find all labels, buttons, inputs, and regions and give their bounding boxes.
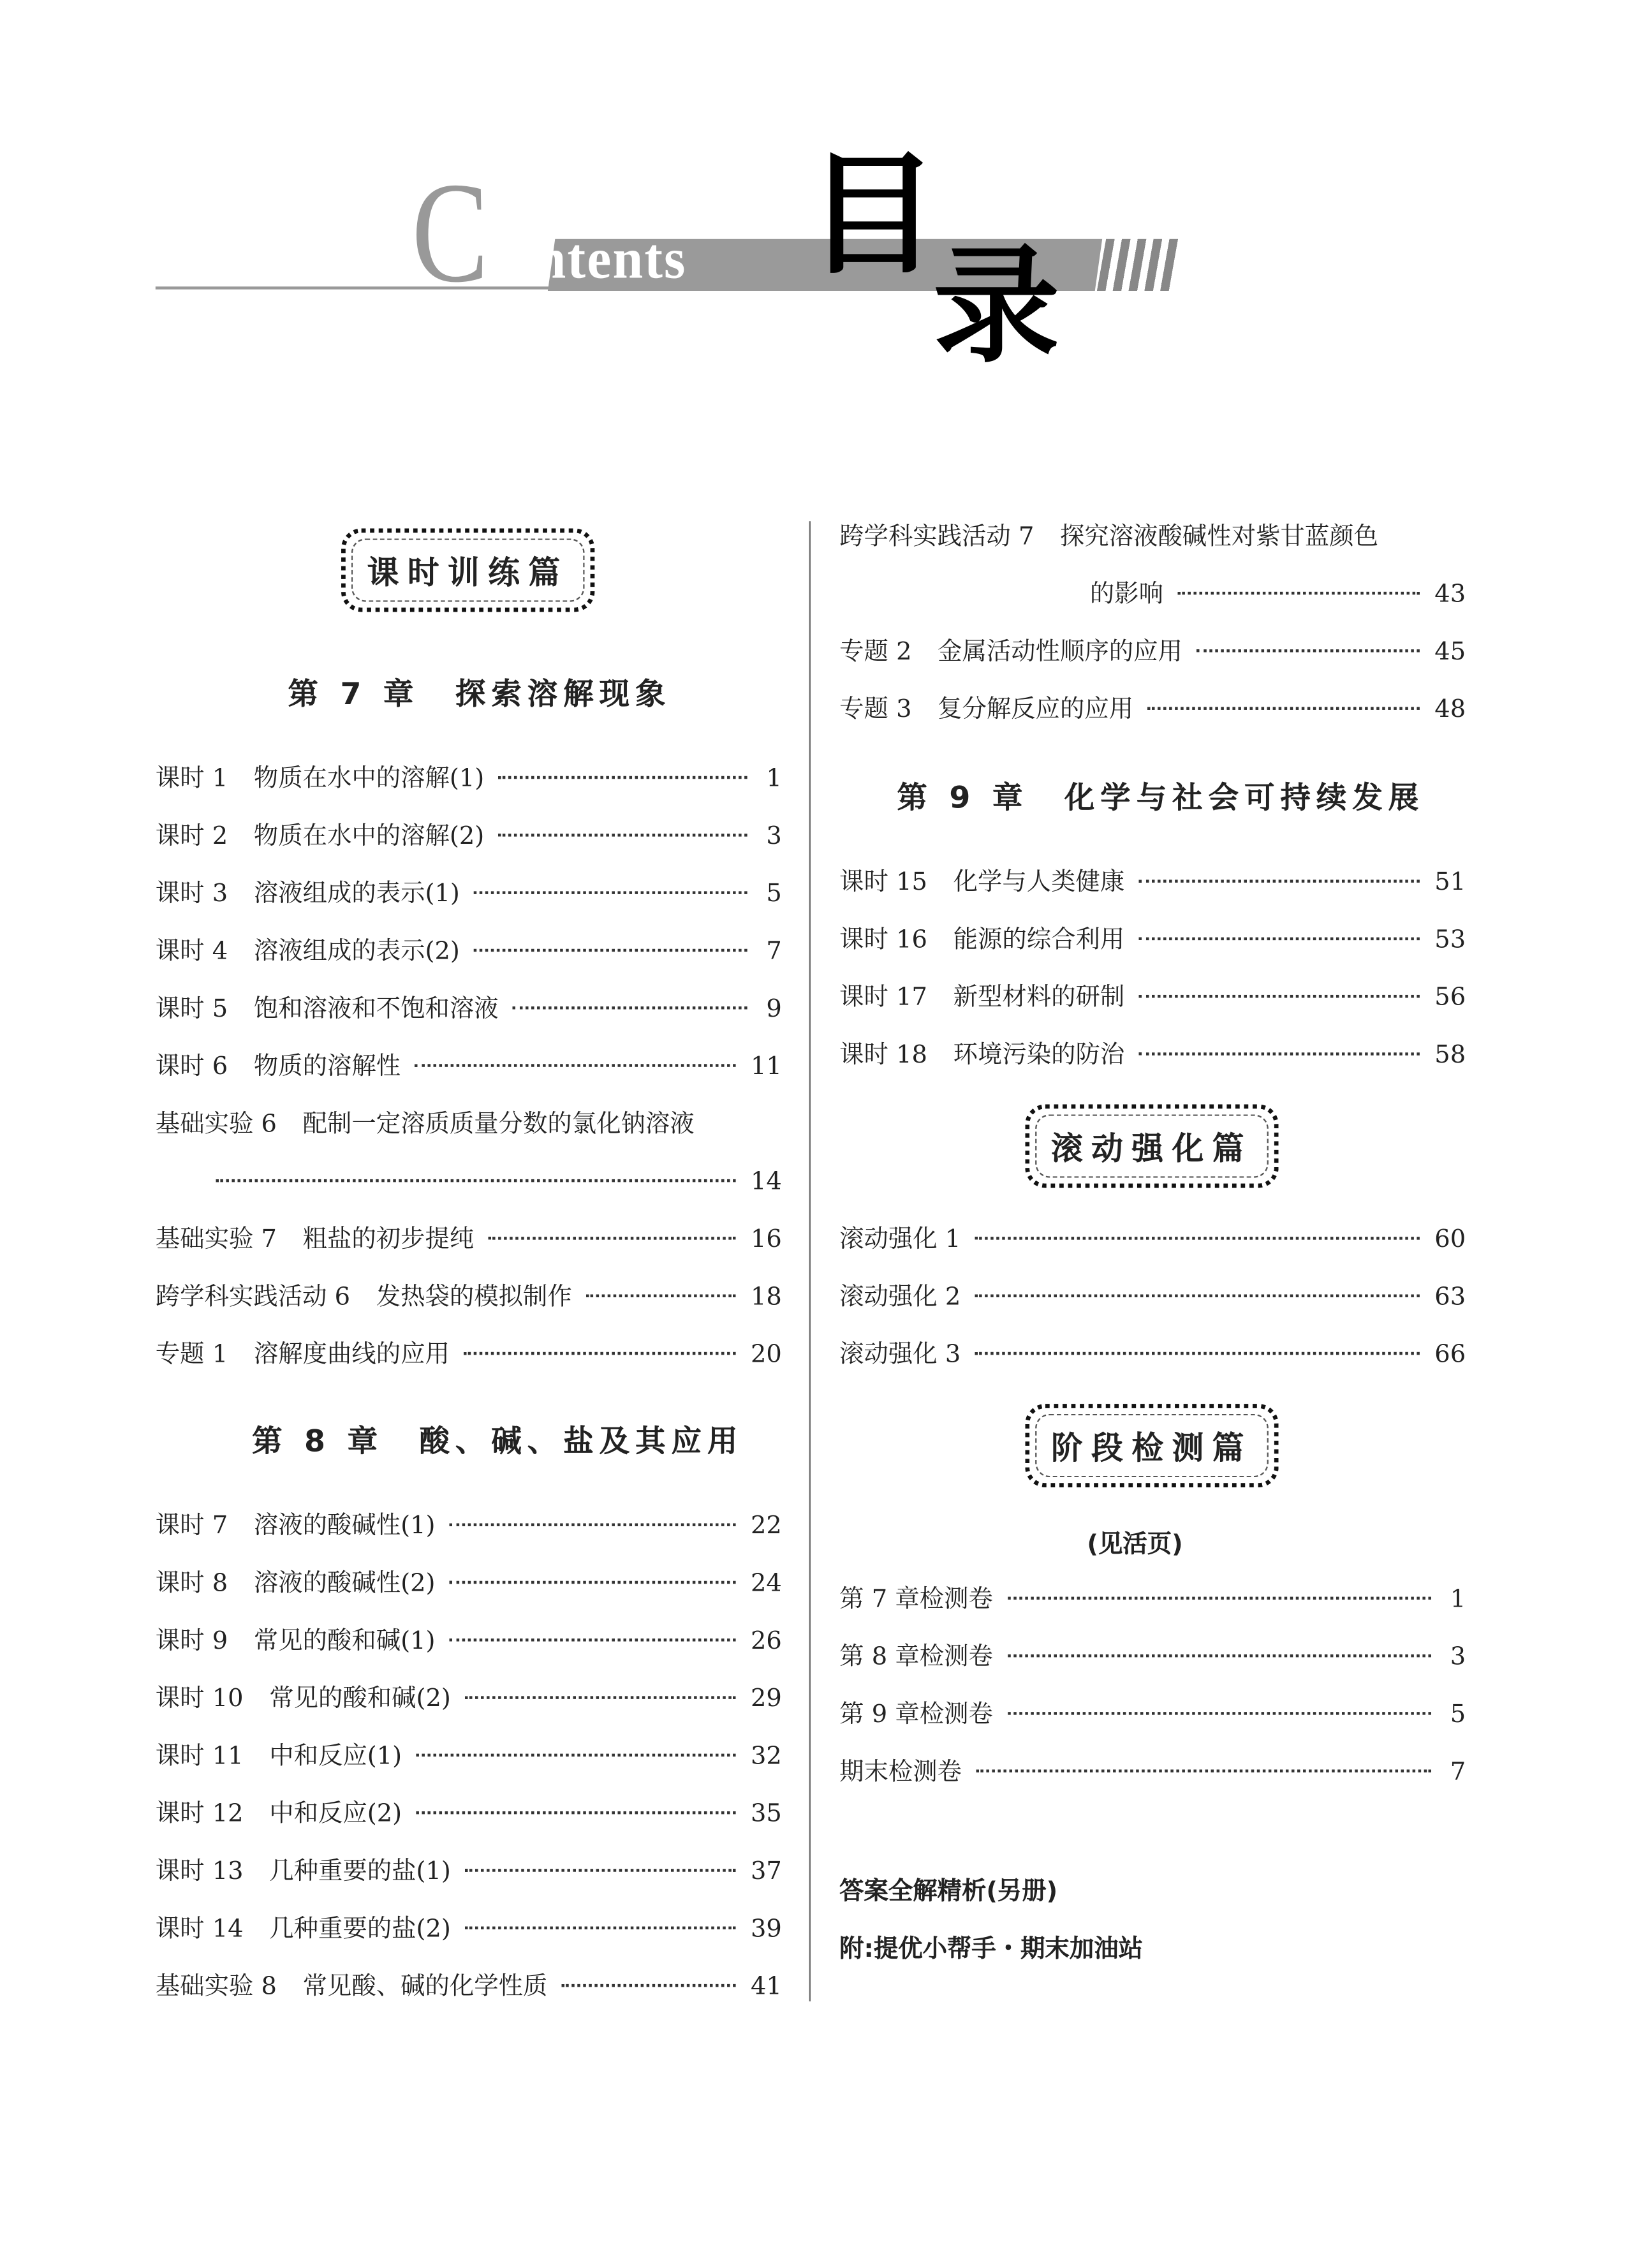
leader-dots <box>975 1352 1420 1355</box>
toc-entry-page: 53 <box>1434 925 1466 955</box>
toc-entry-page: 56 <box>1434 983 1466 1013</box>
toc-entry-title: 物质在水中的溶解(2) <box>253 822 485 851</box>
toc-entry[interactable] <box>156 1280 782 1314</box>
toc-entry-title-cont: 的影响 <box>1089 580 1164 609</box>
toc-entry-page: 41 <box>750 1972 782 2001</box>
toc-entry-title: 饱和溶液和不饱和溶液 <box>253 994 499 1024</box>
leader-dots <box>1007 1654 1431 1658</box>
toc-entry-page: 24 <box>750 1569 782 1598</box>
leader-dots <box>465 1927 736 1930</box>
toc-entry[interactable] <box>156 1739 782 1774</box>
toc-entry[interactable] <box>156 1855 782 1889</box>
toc-entry-page: 20 <box>750 1340 782 1369</box>
toc-entry-title: 滚动强化 3 <box>839 1340 961 1369</box>
toc-entry[interactable] <box>839 1280 1466 1314</box>
toc-entry-title: 中和反应(1) <box>269 1742 402 1771</box>
toc-entry-page: 14 <box>750 1167 782 1197</box>
toc-entry-label: 基础实验 7 <box>155 1225 277 1255</box>
leader-dots <box>1178 592 1420 595</box>
toc-entry-label: 跨学科实践活动 7 <box>839 522 1034 552</box>
leader-dots <box>474 891 747 894</box>
header-stripes <box>1097 239 1181 291</box>
toc-entry-label: 专题 2 <box>839 638 912 667</box>
section-stage-test: 阶段检测篇 <box>1025 1404 1278 1487</box>
leader-dots <box>562 1984 736 1987</box>
toc-entry-label: 课时 9 <box>155 1626 228 1656</box>
toc-entry-page: 29 <box>750 1684 782 1714</box>
toc-entry-title: 溶液的酸碱性(2) <box>253 1569 436 1598</box>
toc-entry-page: 63 <box>1434 1283 1466 1312</box>
header-title-char-2: 录 <box>932 232 1060 380</box>
toc-entry-page: 16 <box>750 1225 782 1255</box>
toc-entry-page: 26 <box>750 1626 782 1656</box>
chapter-7-title: 第 7 章 探索溶解现象 <box>288 677 672 712</box>
toc-entry-continuation[interactable] <box>216 1165 782 1199</box>
toc-entry-title: 金属活动性顺序的应用 <box>938 638 1182 667</box>
toc-entry-page: 66 <box>1434 1340 1466 1369</box>
toc-entry-continuation[interactable] <box>1090 577 1466 612</box>
toc-entry-title: 复分解反应的应用 <box>938 695 1134 725</box>
toc-entry-page: 11 <box>750 1052 782 1082</box>
toc-entry-page: 7 <box>1450 1758 1466 1787</box>
leader-dots <box>450 1581 736 1584</box>
toc-entry[interactable] <box>839 1640 1466 1674</box>
toc-entry[interactable] <box>839 923 1466 957</box>
leader-dots <box>975 1294 1420 1297</box>
toc-entry[interactable] <box>839 1337 1466 1372</box>
toc-entry-label: 课时 14 <box>155 1915 244 1944</box>
toc-entry-title: 新型材料的研制 <box>953 983 1125 1013</box>
toc-entry-label: 跨学科实践活动 6 <box>155 1283 351 1312</box>
toc-entry-label: 专题 3 <box>839 695 912 725</box>
leader-dots <box>416 1811 737 1815</box>
toc-entry-title: 探究溶液酸碱性对紫甘蓝颜色 <box>1060 522 1378 552</box>
toc-entry-title: 几种重要的盐(2) <box>269 1915 451 1944</box>
toc-entry-label: 课时 5 <box>155 994 228 1024</box>
toc-entry[interactable] <box>839 980 1466 1015</box>
toc-entry-title: 第 8 章检测卷 <box>839 1642 993 1672</box>
toc-entry-title: 物质在水中的溶解(1) <box>253 764 485 793</box>
toc-entry-page: 22 <box>750 1512 782 1541</box>
toc-entry[interactable] <box>156 1912 782 1947</box>
toc-entry-label: 课时 2 <box>155 822 228 851</box>
toc-entry-label: 基础实验 8 <box>155 1972 277 2001</box>
toc-entry[interactable] <box>156 992 782 1026</box>
leader-dots <box>499 834 747 837</box>
toc-entry[interactable] <box>156 877 782 911</box>
toc-entry[interactable] <box>839 865 1466 900</box>
toc-entry[interactable] <box>156 1797 782 1831</box>
toc-entry-title: 期末检测卷 <box>839 1758 962 1787</box>
leader-dots <box>1139 995 1420 998</box>
leader-dots <box>1007 1597 1431 1600</box>
toc-entry-title: 环境污染的防治 <box>953 1041 1125 1070</box>
toc-entry[interactable] <box>156 762 782 796</box>
leader-dots <box>489 1237 737 1240</box>
loose-leaf-note: (见活页) <box>1087 1530 1183 1559</box>
appendix-note: 附:提优小帮手・期末加油站 <box>839 1935 1144 1964</box>
leader-dots <box>450 1523 736 1526</box>
toc-entry-page: 1 <box>766 764 782 793</box>
toc-entry[interactable] <box>156 1566 782 1601</box>
toc-entry[interactable] <box>839 1698 1466 1732</box>
toc-entry-title: 几种重要的盐(1) <box>269 1857 451 1887</box>
toc-entry-title: 中和反应(2) <box>269 1799 402 1829</box>
leader-dots <box>976 1769 1431 1772</box>
leader-dots <box>1139 1052 1420 1056</box>
toc-entry-title: 化学与人类健康 <box>953 868 1125 897</box>
leader-dots <box>499 776 747 779</box>
toc-entry[interactable] <box>156 1682 782 1716</box>
toc-entry-page: 3 <box>766 822 782 851</box>
toc-entry-title: 滚动强化 1 <box>839 1225 961 1255</box>
leader-dots <box>465 1696 736 1699</box>
toc-entry-title: 常见酸、碱的化学性质 <box>302 1972 548 2001</box>
toc-entry-page: 1 <box>1450 1585 1466 1614</box>
toc-entry-title: 常见的酸和碱(1) <box>253 1626 436 1656</box>
header-title-char-1: 目 <box>806 138 939 293</box>
toc-entry-page: 37 <box>750 1857 782 1887</box>
leader-dots <box>415 1064 737 1067</box>
toc-entry[interactable] <box>156 1337 782 1372</box>
toc-entry-page: 58 <box>1434 1041 1466 1070</box>
toc-entry-label: 课时 1 <box>155 764 228 793</box>
leader-dots <box>464 1352 736 1355</box>
toc-entry[interactable] <box>156 1509 782 1543</box>
toc-entry-page: 43 <box>1434 580 1466 609</box>
toc-entry-title: 配制一定溶质质量分数的氯化钠溶液 <box>302 1110 695 1139</box>
toc-entry-label: 课时 4 <box>155 937 228 966</box>
toc-entry-page: 5 <box>1450 1700 1466 1730</box>
toc-entry-page: 9 <box>766 994 782 1024</box>
toc-entry-label: 课时 8 <box>155 1569 228 1598</box>
answers-note: 答案全解精析(另册) <box>839 1877 1058 1906</box>
toc-entry[interactable] <box>839 1038 1466 1073</box>
toc-entry-page: 3 <box>1450 1642 1466 1672</box>
toc-entry-page: 39 <box>750 1915 782 1944</box>
toc-entry-label: 课时 16 <box>839 925 927 955</box>
toc-entry-title: 溶液组成的表示(1) <box>253 880 460 909</box>
toc-entry-title: 溶液组成的表示(2) <box>253 937 460 966</box>
leader-dots <box>416 1754 737 1757</box>
toc-entry[interactable] <box>156 1970 782 2004</box>
leader-dots <box>586 1294 736 1297</box>
toc-entry[interactable] <box>839 1223 1466 1257</box>
toc-entry-title: 常见的酸和碱(2) <box>269 1684 451 1714</box>
toc-entry[interactable] <box>156 820 782 854</box>
header-word: ontents <box>506 226 687 291</box>
toc-entry-page: 45 <box>1434 638 1466 667</box>
toc-entry-title: 溶液的酸碱性(1) <box>253 1512 436 1541</box>
header-big-letter: C <box>411 152 489 313</box>
toc-entry-title: 发热袋的模拟制作 <box>376 1283 572 1312</box>
toc-entry-title: 溶解度曲线的应用 <box>253 1340 450 1369</box>
leader-dots <box>1197 649 1420 652</box>
chapter-8-title: 第 8 章 酸、碱、盐及其应用 <box>252 1424 744 1459</box>
leader-dots <box>450 1638 736 1642</box>
toc-entry[interactable] <box>156 934 782 969</box>
toc-entry[interactable] <box>156 1624 782 1658</box>
toc-entry-title: 第 9 章检测卷 <box>839 1700 993 1730</box>
leader-dots <box>1148 707 1420 710</box>
toc-entry-page: 48 <box>1434 695 1466 725</box>
chapter-9-title: 第 9 章 化学与社会可持续发展 <box>897 780 1425 815</box>
toc-entry[interactable] <box>156 1107 782 1142</box>
toc-entry[interactable] <box>839 635 1466 670</box>
leader-dots <box>1139 880 1420 883</box>
toc-entry-label: 课时 13 <box>155 1857 244 1887</box>
leader-dots <box>216 1179 737 1182</box>
toc-entry-label: 专题 1 <box>155 1340 228 1369</box>
toc-entry[interactable] <box>839 693 1466 727</box>
toc-entry-title: 第 7 章检测卷 <box>839 1585 993 1614</box>
toc-entry-label: 课时 17 <box>839 983 927 1013</box>
leader-dots <box>513 1006 747 1010</box>
toc-entry[interactable] <box>156 1050 782 1084</box>
toc-entry-title: 能源的综合利用 <box>953 925 1125 955</box>
toc-entry-title: 物质的溶解性 <box>253 1052 401 1082</box>
toc-entry-label: 课时 18 <box>839 1041 927 1070</box>
toc-entry[interactable] <box>839 1755 1466 1790</box>
section-rolling: 滚动强化篇 <box>1025 1105 1278 1188</box>
toc-entry[interactable] <box>839 1582 1466 1617</box>
toc-entry-label: 课时 10 <box>155 1684 244 1714</box>
toc-entry-label: 课时 3 <box>155 880 228 909</box>
section-lesson-training: 课时训练篇 <box>341 529 594 612</box>
toc-entry-page: 32 <box>750 1742 782 1771</box>
toc-entry-page: 7 <box>766 937 782 966</box>
leader-dots <box>1139 938 1420 941</box>
toc-entry-label: 课时 12 <box>155 1799 244 1829</box>
leader-dots <box>465 1869 736 1872</box>
leader-dots <box>474 949 747 952</box>
leader-dots <box>1007 1712 1431 1715</box>
leader-dots <box>975 1237 1420 1240</box>
column-divider <box>809 521 811 2001</box>
toc-entry-label: 课时 11 <box>155 1742 244 1771</box>
toc-entry-page: 60 <box>1434 1225 1466 1255</box>
toc-entry-label: 课时 6 <box>155 1052 228 1082</box>
toc-entry-page: 5 <box>766 880 782 909</box>
toc-entry-title: 滚动强化 2 <box>839 1283 961 1312</box>
toc-entry-page: 51 <box>1434 868 1466 897</box>
toc-entry-title: 粗盐的初步提纯 <box>302 1225 475 1255</box>
toc-entry[interactable] <box>156 1223 782 1257</box>
toc-entry-page: 18 <box>750 1283 782 1312</box>
toc-entry[interactable] <box>839 520 1466 554</box>
toc-entry-page: 35 <box>750 1799 782 1829</box>
toc-entry-label: 课时 15 <box>839 868 927 897</box>
toc-entry-label: 课时 7 <box>155 1512 228 1541</box>
toc-entry-label: 基础实验 6 <box>155 1110 277 1139</box>
